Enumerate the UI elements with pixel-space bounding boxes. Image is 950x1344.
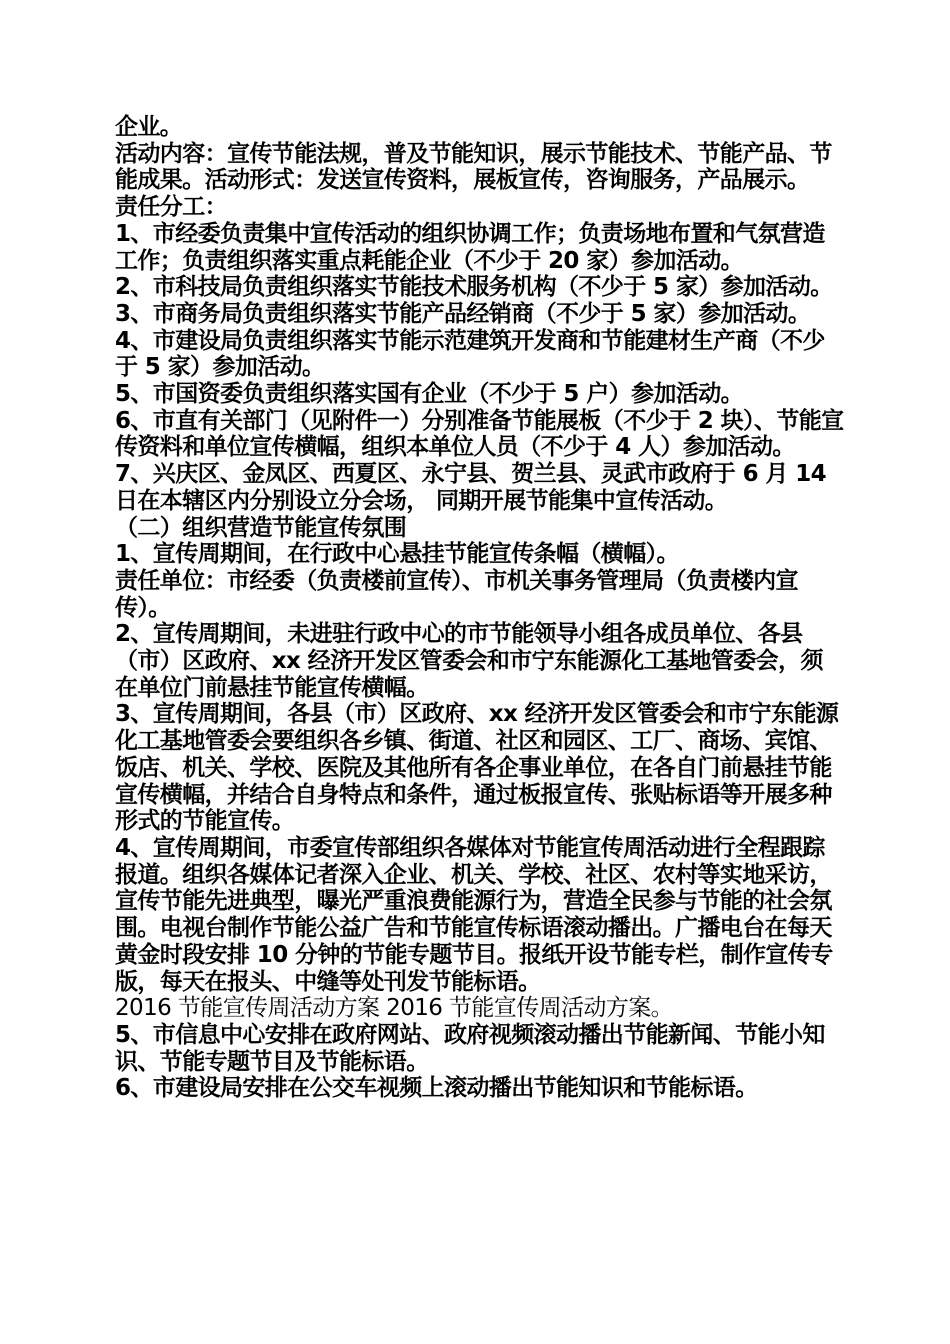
paragraph: 6、市建设局安排在公交车视频上滚动播出节能知识和节能标语。 — [115, 1075, 758, 1102]
paragraph: 责任单位：市经委（负责楼前宣传）、市机关事务管理局（负责楼内宣传）。 — [115, 567, 798, 621]
paragraph: 6、市直有关部门（见附件一）分别准备节能展板（不少于 2 块）、节能宣传资料和单位宣传横幅，组织本单位人员（不少于 4 人）参加活动。 — [115, 407, 844, 461]
paragraph: 1、宣传周期间，在行政中心悬挂节能宣传条幅（横幅）。 — [115, 541, 679, 568]
paragraph: 7、兴庆区、金凤区、西夏区、永宁县、贺兰县、灵武市政府于 6 月 14 日在本辖区内分别设立分会场， 同期开展节能集中宣传活动。 — [115, 461, 827, 514]
paragraph: 2、市科技局负责组织落实节能技术服务机构（不少于 5 家）参加活动。 — [115, 274, 833, 301]
paragraph: 2、宣传周期间，未进驻行政中心的市节能领导小组各成员单位、各县（市）区政府、xx 经济开发区管委会和市宁东能源化工基地管委会，须在单位门前悬挂节能宣传横幅。 — [115, 621, 823, 701]
paragraph: 4、宣传周期间，市委宣传部组织各媒体对节能宣传周活动进行全程跟踪报道。组织各媒体记者深入企业、机关、学校、社区、农村等实地采访，宣传节能先进典型，曝光严重浪费能源行为，营造全民参与节能的社会氛围。电视台制作节能公益广告和节能宣传标语滚动播出。广播电台在每天黄金时段安排 10 分钟的节能专题节目。报纸开设节能专栏，制作宣传专版，每天在报头、中缝等处刊发节能标语。 — [115, 834, 833, 995]
paragraph: 3、市商务局负责组织落实节能产品经销商（不少于 5 家）参加活动。 — [115, 300, 811, 327]
paragraph: 3、宣传周期间，各县（市）区政府、xx 经济开发区管委会和市宁东能源化工基地管委会要组织各乡镇、街道、社区和园区、工厂、商场、宾馆、饭店、机关、学校、医院及其他所有各企事业单位，在各自门前悬挂节能宣传横幅，并结合自身特点和条件，通过板报宣传、张贴标语等开展多种形式的节能宣传。 — [115, 701, 839, 835]
paragraph: 5、市信息中心安排在政府网站、政府视频滚动播出节能新闻、节能小知识、节能专题节目及节能标语。 — [115, 1021, 825, 1075]
plain-paragraph: 2016 节能宣传周活动方案 2016 节能宣传周活动方案。 — [115, 995, 673, 1022]
paragraph: 企业。 — [115, 114, 183, 140]
paragraph: 1、市经委负责集中宣传活动的组织协调工作；负责场地布置和气氛营造工作；负责组织落实重点耗能企业（不少于 20 家）参加活动。 — [115, 220, 825, 274]
section-heading: （二）组织营造节能宣传氛围 — [115, 514, 407, 541]
paragraph: 4、市建设局负责组织落实节能示范建筑开发商和节能建材生产商（不少于 5 家）参加活动。 — [115, 327, 825, 381]
paragraph: 5、市国资委负责组织落实国有企业（不少于 5 户）参加活动。 — [115, 381, 744, 408]
paragraph: 活动内容：宣传节能法规，普及节能知识，展示节能技术、节能产品、节能成果。活动形式：发送宣传资料，展板宣传，咨询服务，产品展示。 — [115, 140, 832, 194]
document-body — [115, 114, 845, 1102]
paragraph: 责任分工： — [115, 194, 228, 221]
